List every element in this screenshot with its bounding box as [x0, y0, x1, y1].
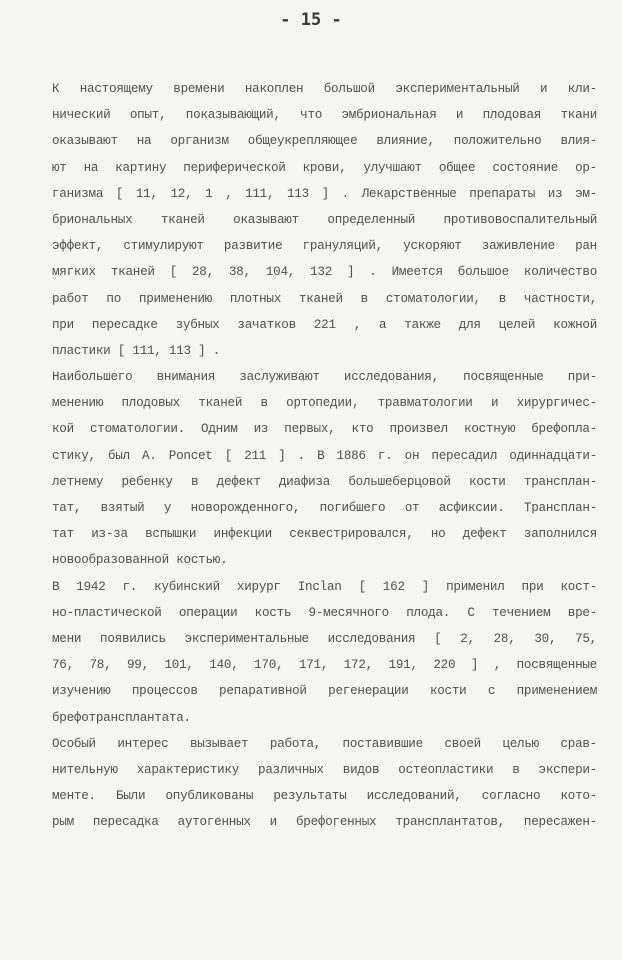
text-line: ют на картину периферической крови, улучшают общее состояние ор-: [52, 160, 597, 175]
text-line: менению плодовых тканей в ортопедии, травматологии и хирургичес-: [52, 396, 597, 411]
text-line: работ по применению плотных тканей в стоматологии, в частности,: [52, 291, 597, 306]
text-line: Наибольшего внимания заслуживают исследования, посвященные при-: [52, 370, 597, 385]
text-line: тат, взятый у новорожденного, погибшего от асфиксии. Трансплан-: [52, 501, 597, 515]
text-line: бриональных тканей оказывают определенный противовоспалительный: [52, 212, 597, 227]
text-line: тат из-за вспышки инфекции секвестрировался, но дефект заполнился: [52, 527, 597, 542]
text-line: мени появились экспериментальные исследования [ 2, 28, 30, 75,: [52, 631, 597, 646]
text-line: летнему ребенку в дефект диафиза большеберцовой кости трансплан-: [52, 474, 597, 489]
text-line: оказывают на организм общеукрепляющее влияние, положительно влия-: [52, 134, 597, 149]
text-line: нический опыт, показывающий, что эмбриональная и плодовая ткани: [52, 108, 597, 123]
text-line: но-пластической операции кость 9-месячного плода. С течением вре-: [52, 605, 597, 620]
text-line: новообразованной костью.: [52, 553, 228, 568]
text-line: менте. Были опубликованы результаты исследований, согласно кото-: [52, 789, 597, 804]
text-line: мягких тканей [ 28, 38, 104, 132 ] . Имеется большое количество: [52, 265, 597, 280]
text-line: В 1942 г. кубинский хирург Inclan [ 162 ] применил при кост-: [52, 579, 597, 594]
text-line: изучению процессов репаративной регенерации кости с применением: [52, 684, 597, 699]
text-line: К настоящему времени накоплен большой экспериментальный и кли-: [52, 82, 597, 96]
page-number: - 15 -: [280, 10, 342, 30]
text-line: рым пересадка аутогенных и брефогенных трансплантатов, пересажен-: [52, 815, 597, 830]
text-line: нительную характеристику различных видов остеопластики в экспери-: [52, 762, 597, 777]
text-line: ганизма [ 11, 12, 1 , 111, 113 ] . Лекарственные препараты из эм-: [52, 186, 597, 201]
text-line: Особый интерес вызывает работа, поставившие своей целью срав-: [52, 736, 597, 751]
text-line: кой стоматологии. Одним из первых, кто произвел костную брефопла-: [52, 422, 597, 437]
body-text: [52, 76, 597, 835]
text-line: стику, был A. Poncet [ 211 ] . В 1886 г. он пересадил одиннадцати-: [52, 448, 597, 463]
text-line: пластики [ 111, 113 ] .: [52, 343, 221, 358]
text-line: при пересадке зубных зачатков 221 , а также для целей кожной: [52, 317, 597, 332]
text-line: эффект, стимулируют развитие грануляций, ускоряют заживление ран: [52, 239, 597, 254]
text-line: брефотрансплантата.: [52, 710, 191, 725]
text-line: 76, 78, 99, 101, 140, 170, 171, 172, 191, 220 ] , посвященные: [52, 658, 597, 673]
